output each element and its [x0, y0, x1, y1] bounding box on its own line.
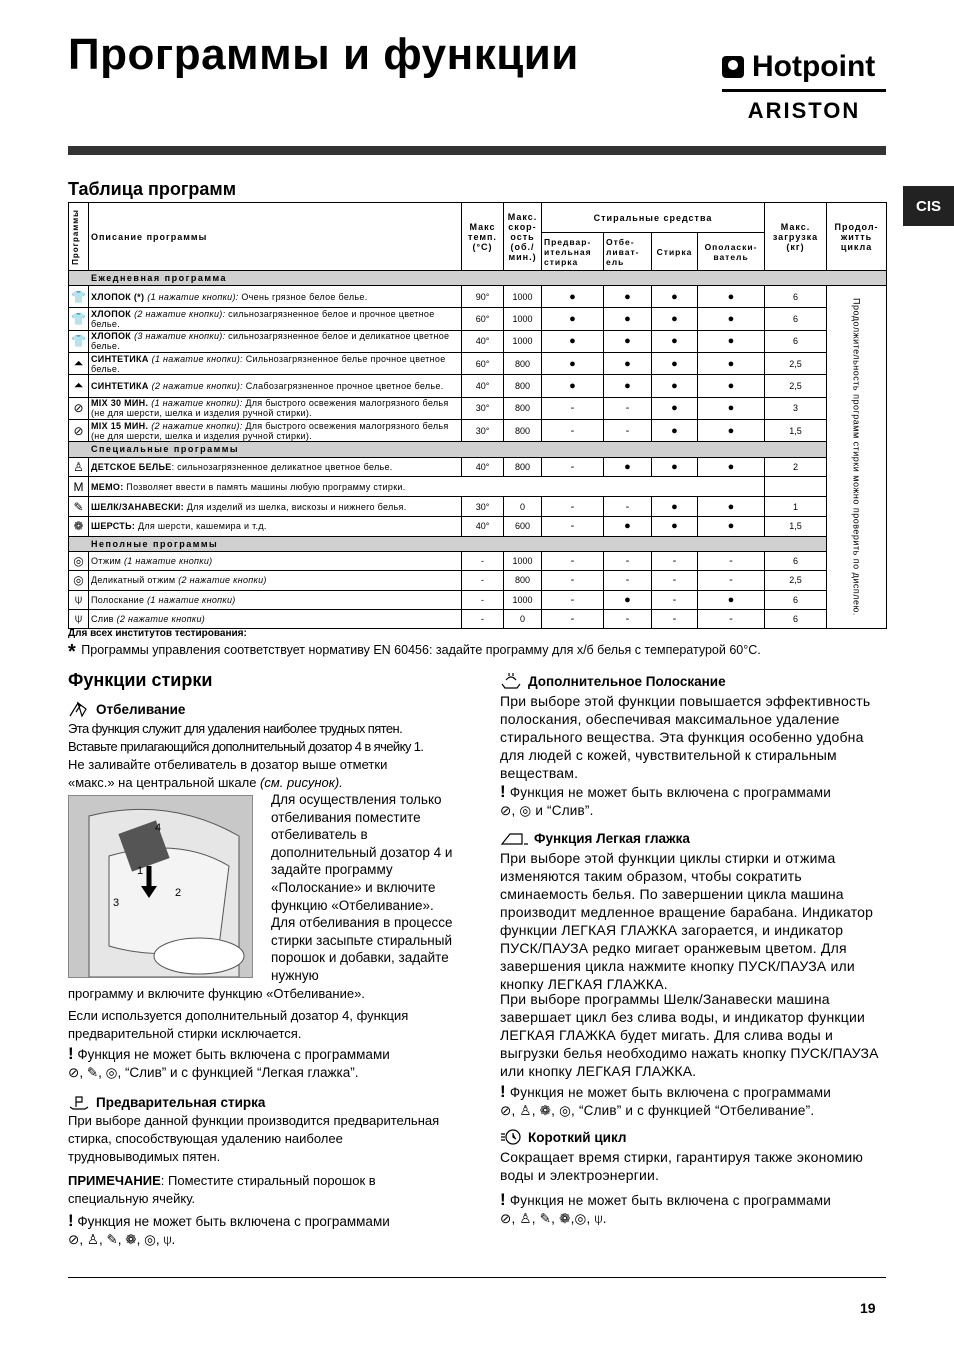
bleach-side-text: Для осуществления только отбеливания поместите отбеливатель в дополнительный дозатор 4 и задайте программу «Полоскание» и включите функцию «Отбеливание». Для отбеливания в процессе стирки засыпьте стиральный порошок и добавки, задайте нужную: [271, 792, 453, 983]
spin-icon: ◎: [519, 803, 532, 818]
cell-speed: 1000: [504, 308, 542, 330]
fig-label-1: 1: [137, 865, 144, 877]
table-row: [69, 571, 887, 590]
cell-pre: ●: [542, 286, 604, 308]
col-detergents: Стиральные средства: [542, 203, 765, 233]
cell-wa: -: [652, 590, 698, 609]
wool-icon: ❁: [539, 1103, 552, 1118]
program-description: ХЛОПОК (*) (1 нажатие кнопки): Очень грязное белое белье.: [89, 286, 462, 308]
cell-bl: ●: [604, 457, 652, 477]
baby-icon: ♙: [519, 1103, 532, 1118]
cell-so: ●: [698, 419, 765, 441]
duration-note: Продолжительность программ стирки можно проверить по дисплею.: [827, 286, 887, 629]
program-table: [68, 202, 887, 629]
cell-pre: ●: [542, 352, 604, 374]
prewash-heading: Предварительная стирка: [68, 1093, 265, 1111]
cell-wa: ●: [652, 457, 698, 477]
brand-logo: [722, 50, 886, 122]
cell-wa: -: [652, 571, 698, 590]
cell-pre: -: [542, 609, 604, 628]
short-cycle-warning: ! Функция не может быть включена с программами ⊘, ♙, ✎, ❁,◎, ⍦.: [500, 1190, 831, 1226]
warning-icon: !: [500, 782, 506, 801]
spin-icon: ◎: [73, 573, 84, 588]
col-prewash: Предвар- ительная стирка: [542, 233, 604, 271]
cell-temp: -: [462, 552, 504, 571]
wool-icon: ❁: [73, 519, 84, 534]
silk-icon: ✎: [73, 499, 84, 514]
spin-icon: ◎: [73, 554, 84, 569]
program-description: MIX 15 МИН. (2 нажатие кнопки): Для быстрого освежения малогрязного белья (не для шерсти, шелка и изделия ручной стирки).: [89, 419, 462, 441]
spin-icon: ◎: [559, 1103, 572, 1118]
bleach-prewash-note: Если используется дополнительный дозатор 4, функция предварительной стирки исключается.: [68, 1008, 409, 1041]
cell-speed: 800: [504, 571, 542, 590]
cell-speed: 800: [504, 375, 542, 397]
program-description: Полоскание (1 нажатие кнопки): [89, 590, 462, 609]
cell-load: 6: [765, 609, 827, 628]
program-description: MIX 30 МИН. (1 нажатие кнопки): Для быстрого освежения малогрязного белья (не для шерсти, шелка и изделия ручной стирки).: [89, 397, 462, 419]
cell-pre: -: [542, 497, 604, 517]
section-header: Ежедневная программа: [69, 271, 887, 286]
cell-temp: 40°: [462, 330, 504, 352]
cell-bl: -: [604, 571, 652, 590]
prewash-note: ПРИМЕЧАНИЕ: Поместите стиральный порошок в специальную ячейку.: [68, 1173, 376, 1206]
bleach-text-3: Не заливайте отбеливатель в дозатор выше отметки: [68, 757, 388, 772]
cell-temp: -: [462, 571, 504, 590]
bleach-text-1: Эта функция служит для удаления наиболее трудных пятен.: [68, 721, 403, 736]
cell-so: ●: [698, 375, 765, 397]
page-title: Программы и функции: [68, 30, 579, 79]
warning-icon: !: [68, 1211, 74, 1230]
memo-icon: M: [73, 479, 84, 494]
table-row: [69, 375, 887, 397]
cell-speed: 0: [504, 609, 542, 628]
table-row: [69, 308, 887, 330]
prewash-icon: [68, 1093, 90, 1111]
cell-speed: 1000: [504, 286, 542, 308]
wool-icon: ❁: [559, 1211, 571, 1226]
rinse-text: При выборе этой функции повышается эффективность полоскания, обеспечивая максимальное удаление стирального вещества. Эта функция особенно удобна для людей с кожей, чувствительной к стиральным веществам.: [500, 693, 871, 781]
cell-so: -: [698, 609, 765, 628]
program-description: Слив (2 нажатие кнопки): [89, 609, 462, 628]
cotton-icon: 👕: [71, 334, 86, 349]
cotton-icon: 👕: [71, 289, 86, 304]
cell-so: ●: [698, 516, 765, 536]
table-row: [69, 497, 887, 517]
cell-wa: ●: [652, 397, 698, 419]
cell-bl: ●: [604, 590, 652, 609]
logo-brand: Hotpoint: [752, 50, 876, 83]
cell-temp: 30°: [462, 497, 504, 517]
cell-pre: -: [542, 516, 604, 536]
cell-speed: 1000: [504, 590, 542, 609]
baby-icon: ♙: [519, 1211, 532, 1226]
cell-wa: ●: [652, 419, 698, 441]
bleach-warning: ! Функция не может быть включена с программами ⊘, ✎, ◎, “Слив” и с функцией “Легкая глажка”.: [68, 1044, 390, 1080]
cell-temp: -: [462, 609, 504, 628]
rinse-icon: [500, 672, 522, 690]
cell-pre: ●: [542, 308, 604, 330]
rinse-icon: ⍦: [74, 592, 83, 607]
cell-wa: ●: [652, 375, 698, 397]
cell-load: 2,5: [765, 352, 827, 374]
cell-pre: -: [542, 419, 604, 441]
wool-icon: ❁: [125, 1232, 137, 1247]
table-row: [69, 457, 887, 477]
cell-load: 6: [765, 590, 827, 609]
silk-icon: ✎: [86, 1065, 99, 1080]
col-softener: Ополаски- ватель: [698, 233, 765, 271]
program-description: ШЕЛК/ЗАНАВЕСКИ: Для изделий из шелка, вискозы и нижнего белья.: [89, 497, 462, 517]
footer-divider: [68, 1277, 886, 1278]
table-row: [69, 477, 887, 497]
rinse-icon: ⍦: [74, 611, 83, 626]
cell-wa: ●: [652, 308, 698, 330]
cell-temp: -: [462, 590, 504, 609]
cell-load: 6: [765, 308, 827, 330]
spin-icon: ◎: [574, 1211, 587, 1226]
easy-iron-heading: Функция Легкая глажка: [500, 830, 690, 846]
cell-load: 6: [765, 330, 827, 352]
synthetic-icon: ⏶: [73, 356, 84, 371]
fig-label-3: 3: [113, 897, 120, 909]
cell-temp: 60°: [462, 308, 504, 330]
cell-so: ●: [698, 352, 765, 374]
cell-bl: ●: [604, 375, 652, 397]
prewash-warning: ! Функция не может быть включена с программами ⊘, ♙, ✎, ❁, ◎, ⍦.: [68, 1211, 390, 1247]
baby-icon: ♙: [86, 1232, 99, 1247]
cell-pre: -: [542, 552, 604, 571]
cell-speed: 600: [504, 516, 542, 536]
cell-load: 1,5: [765, 516, 827, 536]
program-description: ДЕТСКОЕ БЕЛЬЕ: сильнозагрязненное деликатное цветное белье.: [89, 457, 462, 477]
cell-wa: ●: [652, 330, 698, 352]
short-cycle-text: Сокращает время стирки, гарантируя также экономию воды и электроэнергии.: [500, 1149, 864, 1183]
cell-speed: 800: [504, 457, 542, 477]
cell-wa: -: [652, 609, 698, 628]
functions-heading: Функции стирки: [68, 670, 213, 690]
bleach-icon: [68, 700, 90, 718]
logo-sub: ARISTON: [747, 98, 861, 123]
notes-heading: Для всех институтов тестирования:: [68, 628, 247, 639]
easy-iron-warning: ! Функция не может быть включена с программами ⊘, ♙, ❁, ◎, “Слив” и с функцией “Отбеливание”.: [500, 1082, 831, 1118]
cell-load: 2,5: [765, 571, 827, 590]
program-description: ШЕРСТЬ: Для шерсти, кашемира и т.д.: [89, 516, 462, 536]
bleach-after: программу и включите функцию «Отбеливание».: [68, 986, 365, 1001]
cell-bl: ●: [604, 330, 652, 352]
fig-label-4: 4: [155, 822, 162, 834]
cell-so: ●: [698, 286, 765, 308]
mix-icon: ⊘: [500, 1103, 512, 1118]
cell-bl: -: [604, 609, 652, 628]
bleach-heading: Отбеливание: [68, 700, 185, 718]
col-description: Описание программы: [89, 203, 462, 271]
cell-load: 3: [765, 397, 827, 419]
program-description: СИНТЕТИКА (1 нажатие кнопки): Сильнозагрязненное белье прочное цветное белье.: [89, 352, 462, 374]
warning-icon: !: [68, 1044, 74, 1063]
cell-so: ●: [698, 330, 765, 352]
table-row: [69, 516, 887, 536]
hotpoint-logo-icon: [722, 56, 744, 78]
cell-load: 1,5: [765, 419, 827, 441]
cell-so: -: [698, 571, 765, 590]
table-row: [69, 552, 887, 571]
fig-label-2: 2: [175, 887, 182, 899]
table-row: [69, 330, 887, 352]
cell-load: 2: [765, 457, 827, 477]
rinse-icon: ⍦: [163, 1232, 172, 1247]
cell-bl: -: [604, 397, 652, 419]
cell-wa: ●: [652, 286, 698, 308]
table-row: [69, 609, 887, 628]
cell-bl: ●: [604, 516, 652, 536]
cell-speed: 1000: [504, 552, 542, 571]
cell-so: ●: [698, 497, 765, 517]
col-max-speed: Макс. скор- ость (об./ мин.): [504, 203, 542, 271]
prewash-text: При выборе данной функции производится предварительная стирка, способствующая удалению наиболее трудновыводимых пятен.: [68, 1113, 440, 1164]
cell-so: ●: [698, 308, 765, 330]
program-description: ХЛОПОК (2 нажатие кнопки): сильнозагрязненное белое и прочное цветное белье.: [89, 308, 462, 330]
short-cycle-heading: Короткий цикл: [500, 1128, 626, 1146]
silk-icon: ✎: [106, 1232, 118, 1247]
col-bleach: Отбе- ливат- ель: [604, 233, 652, 271]
warning-icon: !: [500, 1190, 506, 1209]
cell-temp: 40°: [462, 375, 504, 397]
cell-speed: 1000: [504, 330, 542, 352]
cell-temp: 40°: [462, 516, 504, 536]
cell-so: ●: [698, 397, 765, 419]
cell-temp: 30°: [462, 419, 504, 441]
dispenser-figure: [68, 795, 253, 978]
spin-icon: ◎: [144, 1232, 156, 1247]
cell-wa: -: [652, 552, 698, 571]
easy-iron-text-2: При выборе программы Шелк/Занавески машина завершает цикл без слива воды, и индикатор функции ЛЕГКАЯ ГЛАЖКА будет мигать. Для слива воды и выгрузки белья необходимо нажать кнопку ПУСК/ПАУЗА или кнопку ЛЕГКАЯ ГЛАЖКА.: [500, 991, 879, 1079]
mix-icon: ⊘: [68, 1065, 80, 1080]
warning-icon: !: [500, 1082, 506, 1101]
cell-so: ●: [698, 590, 765, 609]
header-divider: [68, 146, 886, 155]
cell-speed: 800: [504, 419, 542, 441]
rinse-heading: Дополнительное Полоскание: [500, 672, 726, 690]
region-tab: CIS: [903, 186, 954, 226]
cell-so: ●: [698, 457, 765, 477]
section-header: Специальные программы: [69, 442, 827, 458]
bleach-text-2: Вставьте прилагающийся дополнительный дозатор 4 в ячейку 1.: [68, 739, 424, 754]
cell-speed: 800: [504, 397, 542, 419]
col-programs: Программы: [69, 203, 89, 271]
rinse-icon: ⍦: [594, 1211, 603, 1226]
baby-icon: ♙: [73, 460, 84, 475]
cell-speed: 0: [504, 497, 542, 517]
cell-pre: -: [542, 457, 604, 477]
section-header: Неполные программы: [69, 536, 827, 552]
cell-wa: ●: [652, 352, 698, 374]
spin-icon: ◎: [105, 1065, 118, 1080]
table-row: [69, 419, 887, 441]
page-number: 19: [860, 1300, 876, 1316]
silk-icon: ✎: [539, 1211, 552, 1226]
cell-bl: ●: [604, 308, 652, 330]
table-row: [69, 397, 887, 419]
synthetic-icon: ⏶: [73, 378, 84, 393]
col-max-temp: Макс темп. (°C): [462, 203, 504, 271]
mix-icon: ⊘: [73, 401, 84, 416]
easy-iron-text-1: При выборе этой функции циклы стирки и отжима изменяются таким образом, чтобы сократить сминаемость белья. По завершении цикла машина производит медленное вращение барабана. Индикатор функции ЛЕГКАЯ ГЛАЖКА загорается, и индикатор ПУСК/ПАУЗА редко мигает оранжевым цветом. Для завершения цикла нажмите кнопку ПУСК/ПАУЗА или кнопку ЛЕГКАЯ ГЛАЖКА.: [500, 850, 874, 992]
cell-pre: -: [542, 590, 604, 609]
col-wash: Стирка: [652, 233, 698, 271]
cell-pre: ●: [542, 375, 604, 397]
cell-bl: -: [604, 419, 652, 441]
col-max-load: Макс. загрузка (кг): [765, 203, 827, 271]
program-description: МЕМО: Позволяет ввести в память машины любую программу стирки.: [89, 477, 765, 497]
cell-pre: -: [542, 397, 604, 419]
cell-wa: ●: [652, 516, 698, 536]
cell-load: 2,5: [765, 375, 827, 397]
bleach-text-4: «макс.» на центральной шкале (см. рисунок).: [68, 775, 343, 790]
cell-bl: -: [604, 552, 652, 571]
program-description: Отжим (1 нажатие кнопки): [89, 552, 462, 571]
rinse-warning: ! Функция не может быть включена с программами ⊘, ◎ и “Слив”.: [500, 782, 831, 818]
iron-icon: [500, 830, 528, 846]
mix-icon: ⊘: [73, 423, 84, 438]
short-cycle-icon: [500, 1128, 522, 1146]
cell-bl: -: [604, 497, 652, 517]
cotton-icon: 👕: [71, 311, 86, 326]
cell-load: 6: [765, 552, 827, 571]
cell-wa: ●: [652, 497, 698, 517]
program-description: Деликатный отжим (2 нажатие кнопки): [89, 571, 462, 590]
cell-load: 6: [765, 286, 827, 308]
cell-so: -: [698, 552, 765, 571]
cell-temp: 90°: [462, 286, 504, 308]
cell-pre: ●: [542, 330, 604, 352]
col-duration: Продол- житть цикла: [827, 203, 887, 271]
mix-icon: ⊘: [68, 1232, 80, 1247]
cell-speed: 800: [504, 352, 542, 374]
mix-icon: ⊘: [500, 1211, 512, 1226]
table-row: [69, 286, 887, 308]
cell-load: 1: [765, 497, 827, 517]
cell-pre: -: [542, 571, 604, 590]
notes-line: * Программы управления соответствует нормативу EN 60456: задайте программу для х/б белья с температурой 60°C.: [68, 641, 761, 663]
program-description: ХЛОПОК (3 нажатие кнопки): сильнозагрязненное белое и деликатное цветное белье.: [89, 330, 462, 352]
cell-bl: ●: [604, 352, 652, 374]
mix-icon: ⊘: [500, 803, 512, 818]
cell-temp: 40°: [462, 457, 504, 477]
table-row: [69, 352, 887, 374]
cell-temp: 60°: [462, 352, 504, 374]
table-title: Таблица программ: [68, 179, 237, 199]
table-row: [69, 590, 887, 609]
program-description: СИНТЕТИКА (2 нажатие кнопки): Слабозагрязненное прочное цветное белье.: [89, 375, 462, 397]
cell-temp: 30°: [462, 397, 504, 419]
cell-bl: ●: [604, 286, 652, 308]
